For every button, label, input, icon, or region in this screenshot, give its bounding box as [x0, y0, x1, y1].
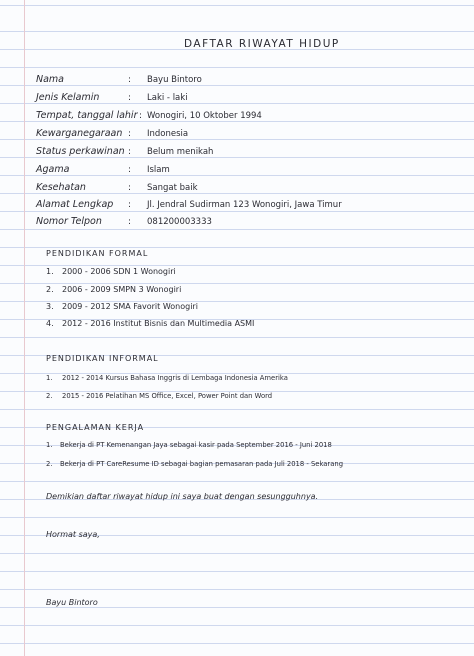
list-item: 2006 - 2009 SMPN 3 Wonogiri — [62, 285, 182, 294]
formal-heading: PENDIDIKAN FORMAL — [46, 249, 149, 258]
colon: : — [128, 75, 132, 85]
label-jenis-kelamin: Jenis Kelamin — [36, 92, 100, 103]
list-item-number: 2. — [46, 392, 53, 400]
value-kewarganegaraan: Indonesia — [147, 129, 189, 139]
value-alamat: Jl. Jendral Sudirman 123 Wonogiri, Jawa Timur — [147, 200, 342, 210]
colon: : — [128, 217, 132, 227]
colon: : — [128, 165, 132, 175]
margin-line — [24, 0, 25, 656]
label-agama: Agama — [36, 164, 70, 175]
list-item-number: 4. — [46, 319, 54, 328]
document-title: DAFTAR RIWAYAT HIDUP — [184, 38, 340, 50]
value-jenis-kelamin: Laki - laki — [147, 93, 188, 103]
list-item: 2012 - 2016 Institut Bisnis dan Multimedia ASMI — [62, 319, 255, 328]
value-agama: Islam — [147, 165, 170, 175]
label-status-perkawinan: Status perkawinan — [36, 146, 125, 157]
label-alamat: Alamat Lengkap — [36, 199, 114, 210]
value-kesehatan: Sangat baik — [147, 183, 198, 193]
label-nomor-telpon: Nomor Telpon — [36, 216, 102, 227]
list-item-number: 1. — [46, 374, 53, 382]
salutation: Hormat saya, — [46, 530, 100, 539]
list-item-number: 1. — [46, 441, 53, 449]
informal-heading: PENDIDIKAN INFORMAL — [46, 354, 159, 363]
list-item: Bekerja di PT CareResume ID sebagai bagian pemasaran pada Juli 2018 - Sekarang — [60, 460, 344, 468]
label-kewarganegaraan: Kewarganegaraan — [36, 128, 123, 139]
list-item: 2009 - 2012 SMA Favorit Wonogiri — [62, 302, 198, 311]
colon: : — [128, 93, 132, 103]
label-nama: Nama — [36, 74, 65, 85]
value-tempat-lahir: Wonogiri, 10 Oktober 1994 — [147, 111, 262, 121]
list-item: 2000 - 2006 SDN 1 Wonogiri — [62, 267, 176, 276]
colon: : — [128, 147, 132, 157]
experience-heading: PENGALAMAN KERJA — [46, 423, 145, 432]
value-nomor-telpon: 081200003333 — [147, 217, 212, 227]
closing-statement: Demikian daftar riwayat hidup ini saya buat dengan sesungguhnya. — [46, 492, 319, 501]
list-item: 2012 - 2014 Kursus Bahasa Inggris di Lembaga Indonesia Amerika — [62, 374, 288, 382]
colon: : — [128, 183, 132, 193]
value-nama: Bayu Bintoro — [147, 75, 202, 85]
list-item-number: 2. — [46, 460, 53, 468]
label-tempat-lahir: Tempat, tanggal lahir — [36, 110, 138, 121]
value-status-perkawinan: Belum menikah — [147, 147, 214, 157]
list-item: 2015 - 2016 Pelatihan MS Office, Excel, Power Point dan Word — [62, 392, 273, 400]
signature-name: Bayu Bintoro — [46, 598, 98, 607]
colon: : — [139, 111, 143, 121]
label-kesehatan: Kesehatan — [36, 182, 86, 193]
list-item: Bekerja di PT Kemenangan Jaya sebagai kasir pada September 2016 - Juni 2018 — [60, 441, 332, 449]
colon: : — [128, 129, 132, 139]
list-item-number: 3. — [46, 302, 54, 311]
colon: : — [128, 200, 132, 210]
list-item-number: 2. — [46, 285, 54, 294]
list-item-number: 1. — [46, 267, 54, 276]
